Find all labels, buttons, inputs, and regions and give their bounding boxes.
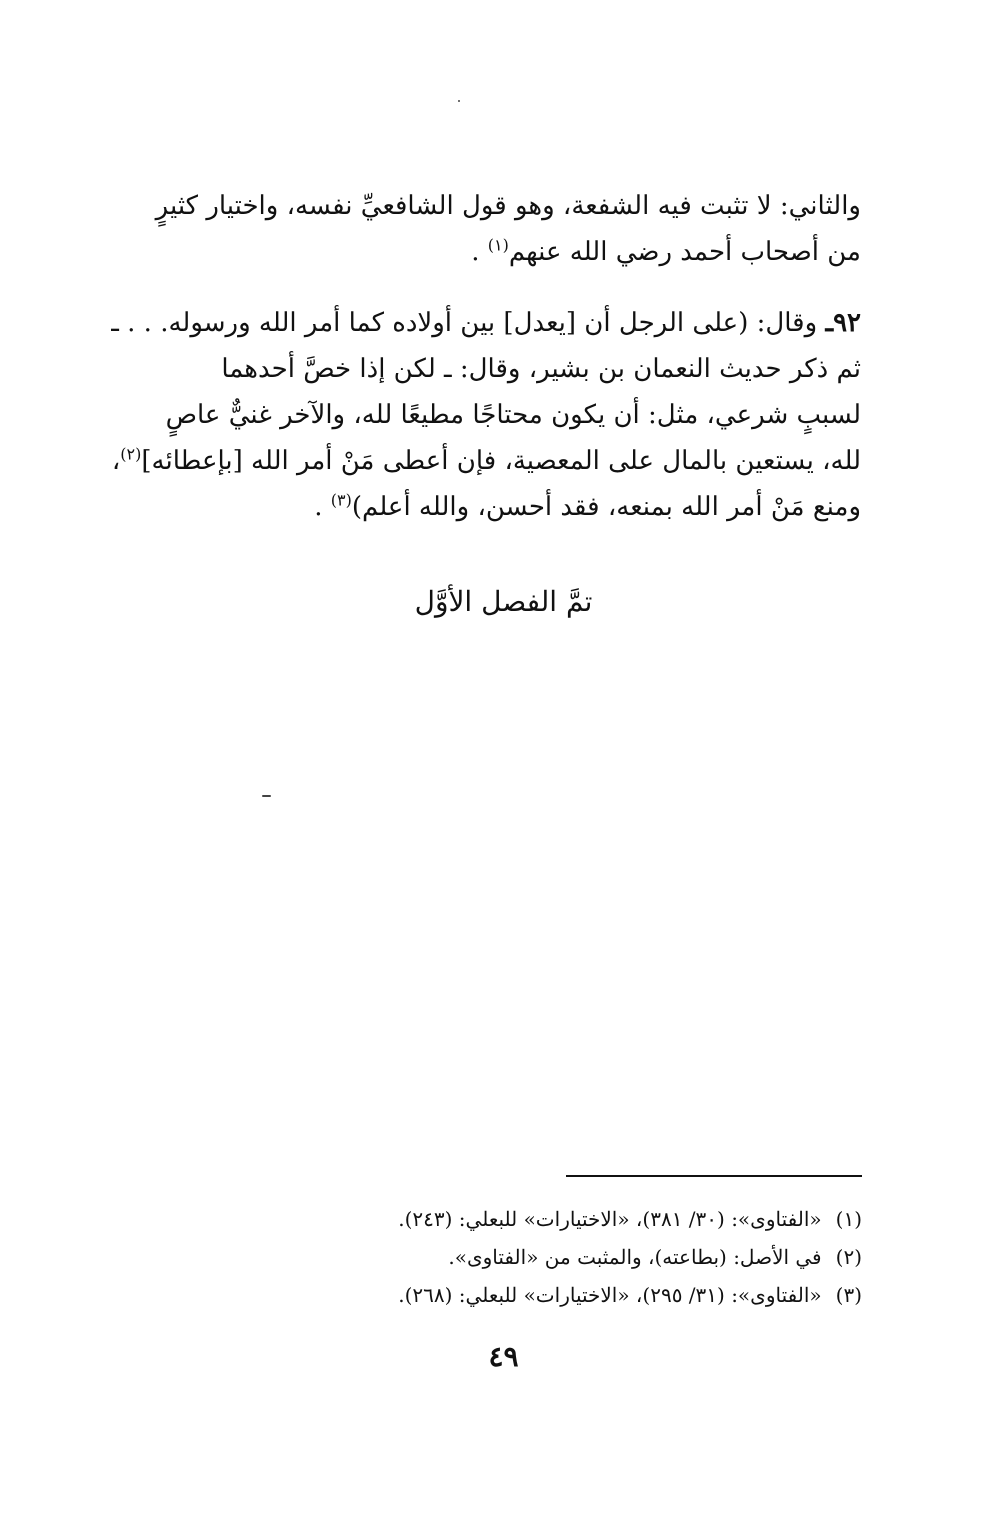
punctuation: . [471, 237, 480, 267]
section-number: ٩٢ـ [825, 308, 861, 338]
paragraph-text: من أصحاب أحمد رضي الله عنهم [508, 237, 861, 267]
footnote [240, 1238, 862, 1276]
footnote-number: (٣) [835, 1283, 862, 1307]
footnote-text: «الفتاوى»: (٣٠/ ٣٨١)، «الاختيارات» للبعلي: (٢٤٣). [398, 1207, 822, 1231]
paragraph-text: ومنع مَنْ أمر الله بمنعه، فقد أحسن، والله أعلم) [351, 492, 861, 522]
punctuation: . [314, 492, 323, 522]
footnote [240, 1276, 862, 1314]
paragraph-1 [104, 183, 861, 275]
paragraph-line [104, 438, 861, 484]
paragraph-line [104, 300, 861, 346]
footnote-number: (٢) [835, 1245, 862, 1269]
footnote-divider [566, 1175, 862, 1177]
scan-speck [458, 100, 460, 102]
footnote-ref: (٢) [120, 444, 142, 464]
scan-speck [262, 795, 271, 797]
paragraph-line: لسببٍ شرعي، مثل: أن يكون محتاجًا مطيعًا لله، والآخر غنيٌّ عاصٍ [165, 400, 861, 430]
paragraph-line [104, 229, 861, 275]
paragraph-text: وقال: (على الرجل أن [يعدل] بين أولاده كما أمر الله ورسوله. . . ـ [111, 308, 818, 338]
page-number: ٤٩ [488, 1340, 519, 1373]
paragraph-line: والثاني: لا تثبت فيه الشفعة، وهو قول الشافعيِّ نفسه، واختيار كثيرٍ [155, 191, 861, 221]
paragraph-line [104, 484, 861, 530]
paragraph-2 [104, 300, 861, 530]
footnote-ref: (٣) [330, 490, 352, 510]
footnote-number: (١) [835, 1207, 862, 1231]
footnote-ref: (١) [487, 235, 509, 255]
footnotes [240, 1200, 862, 1314]
paragraph-text: لله، يستعين بالمال على المعصية، فإن أعطى مَنْ أمر الله [بإعطائه] [141, 446, 861, 476]
chapter-end-heading: تمَّ الفصل الأوَّل [414, 585, 593, 618]
footnote-text: «الفتاوى»: (٣١/ ٢٩٥)، «الاختيارات» للبعلي: (٢٦٨). [398, 1283, 822, 1307]
footnote [240, 1200, 862, 1238]
punctuation: ، [111, 446, 121, 476]
footnote-text: في الأصل: (بطاعته)، والمثبت من «الفتاوى». [448, 1245, 822, 1269]
paragraph-line: ثم ذكر حديث النعمان بن بشير، وقال: ـ لكن إذا خصَّ أحدهما [221, 354, 861, 384]
